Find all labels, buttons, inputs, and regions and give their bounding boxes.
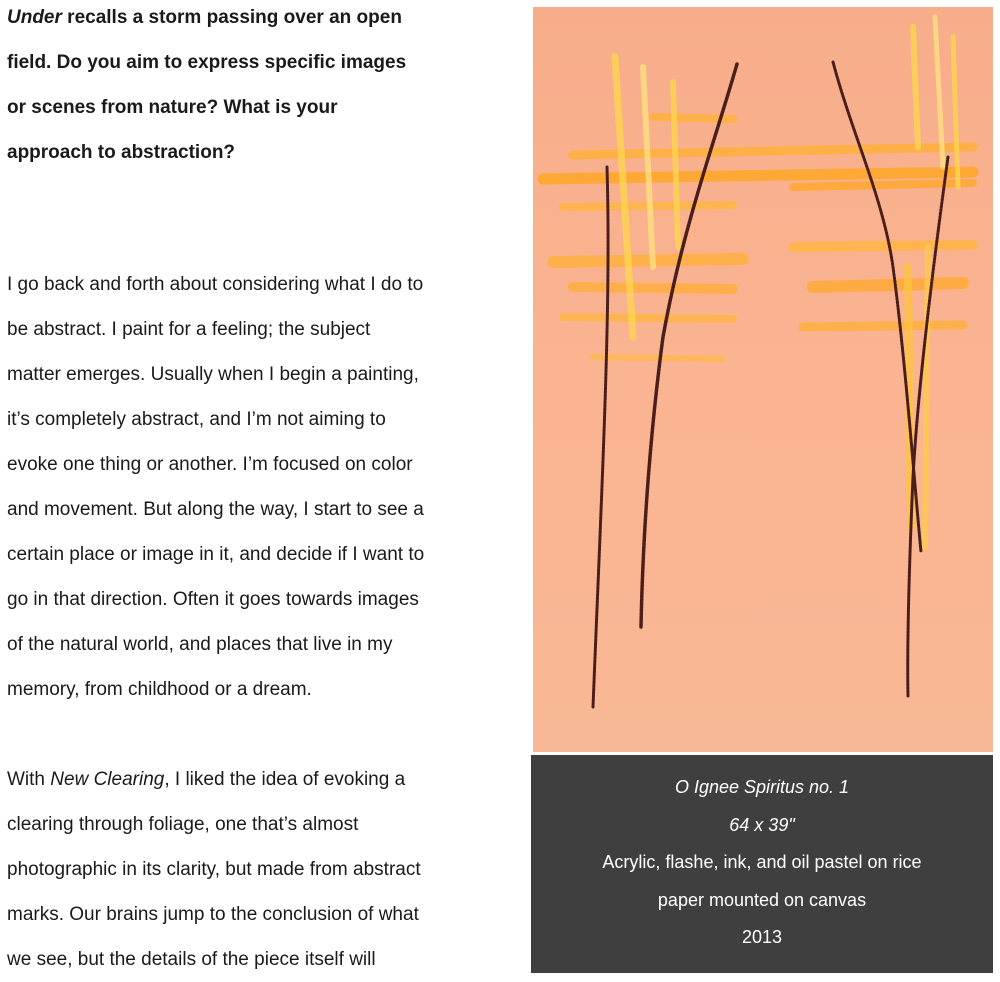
answer-line: memory, from childhood or a dream. [7, 679, 312, 700]
question-line: approach to abstraction? [7, 142, 236, 163]
question-line [7, 0, 507, 40]
artwork-year: 2013 [741, 927, 783, 947]
artwork-image [533, 7, 993, 752]
answer-paragraph-1 [7, 262, 507, 712]
artwork-title [531, 769, 993, 807]
answer-line: matter emerges. Usually when I begin a painting, [7, 364, 419, 385]
answer-line [7, 757, 507, 802]
answer-line: I go back and forth about considering what I do to [7, 274, 424, 295]
interview-question [7, 0, 507, 175]
answer-line: clearing through foliage, one that’s almost [7, 814, 359, 835]
artwork-title-new-clearing: New Clearing [50, 769, 165, 790]
artwork-medium-line-1: Acrylic, flashe, ink, and oil pastel on rice [602, 852, 922, 872]
artwork-medium-line-2: paper mounted on canvas [657, 889, 867, 910]
answer-line: go in that direction. Often it goes towards images [7, 589, 419, 610]
artwork-dimensions-text: 64 x 39" [729, 814, 795, 835]
answer-text: , I liked the idea of evoking a [164, 769, 406, 790]
artwork-title-under: Under [7, 7, 62, 28]
answer-line: it’s completely abstract, and I’m not aiming to [7, 409, 386, 430]
answer-line: evoke one thing or another. I’m focused on color [7, 454, 413, 475]
answer-line: of the natural world, and places that live in my [7, 634, 393, 655]
question-line: or scenes from nature? What is your [7, 97, 338, 118]
answer-line: photographic in its clarity, but made from abstract [7, 859, 421, 880]
artwork-title-text: O Ignee Spiritus no. 1 [674, 777, 850, 797]
answer-line: be abstract. I paint for a feeling; the subject [7, 319, 371, 340]
answer-line: certain place or image in it, and decide if I want to [7, 544, 425, 565]
painting-illustration [533, 7, 993, 752]
answer-line: we see, but the details of the piece itself will [7, 949, 376, 970]
answer-text: With [7, 769, 51, 790]
artwork-dimensions [531, 807, 993, 845]
answer-line: and movement. But along the way, I start to see a [7, 499, 424, 520]
answer-line: marks. Our brains jump to the conclusion of what [7, 904, 419, 925]
answer-paragraph-2 [7, 757, 507, 982]
question-text: recalls a storm passing over an open [61, 7, 402, 28]
artwork-caption [531, 755, 993, 973]
question-line: field. Do you aim to express specific images [7, 52, 407, 73]
